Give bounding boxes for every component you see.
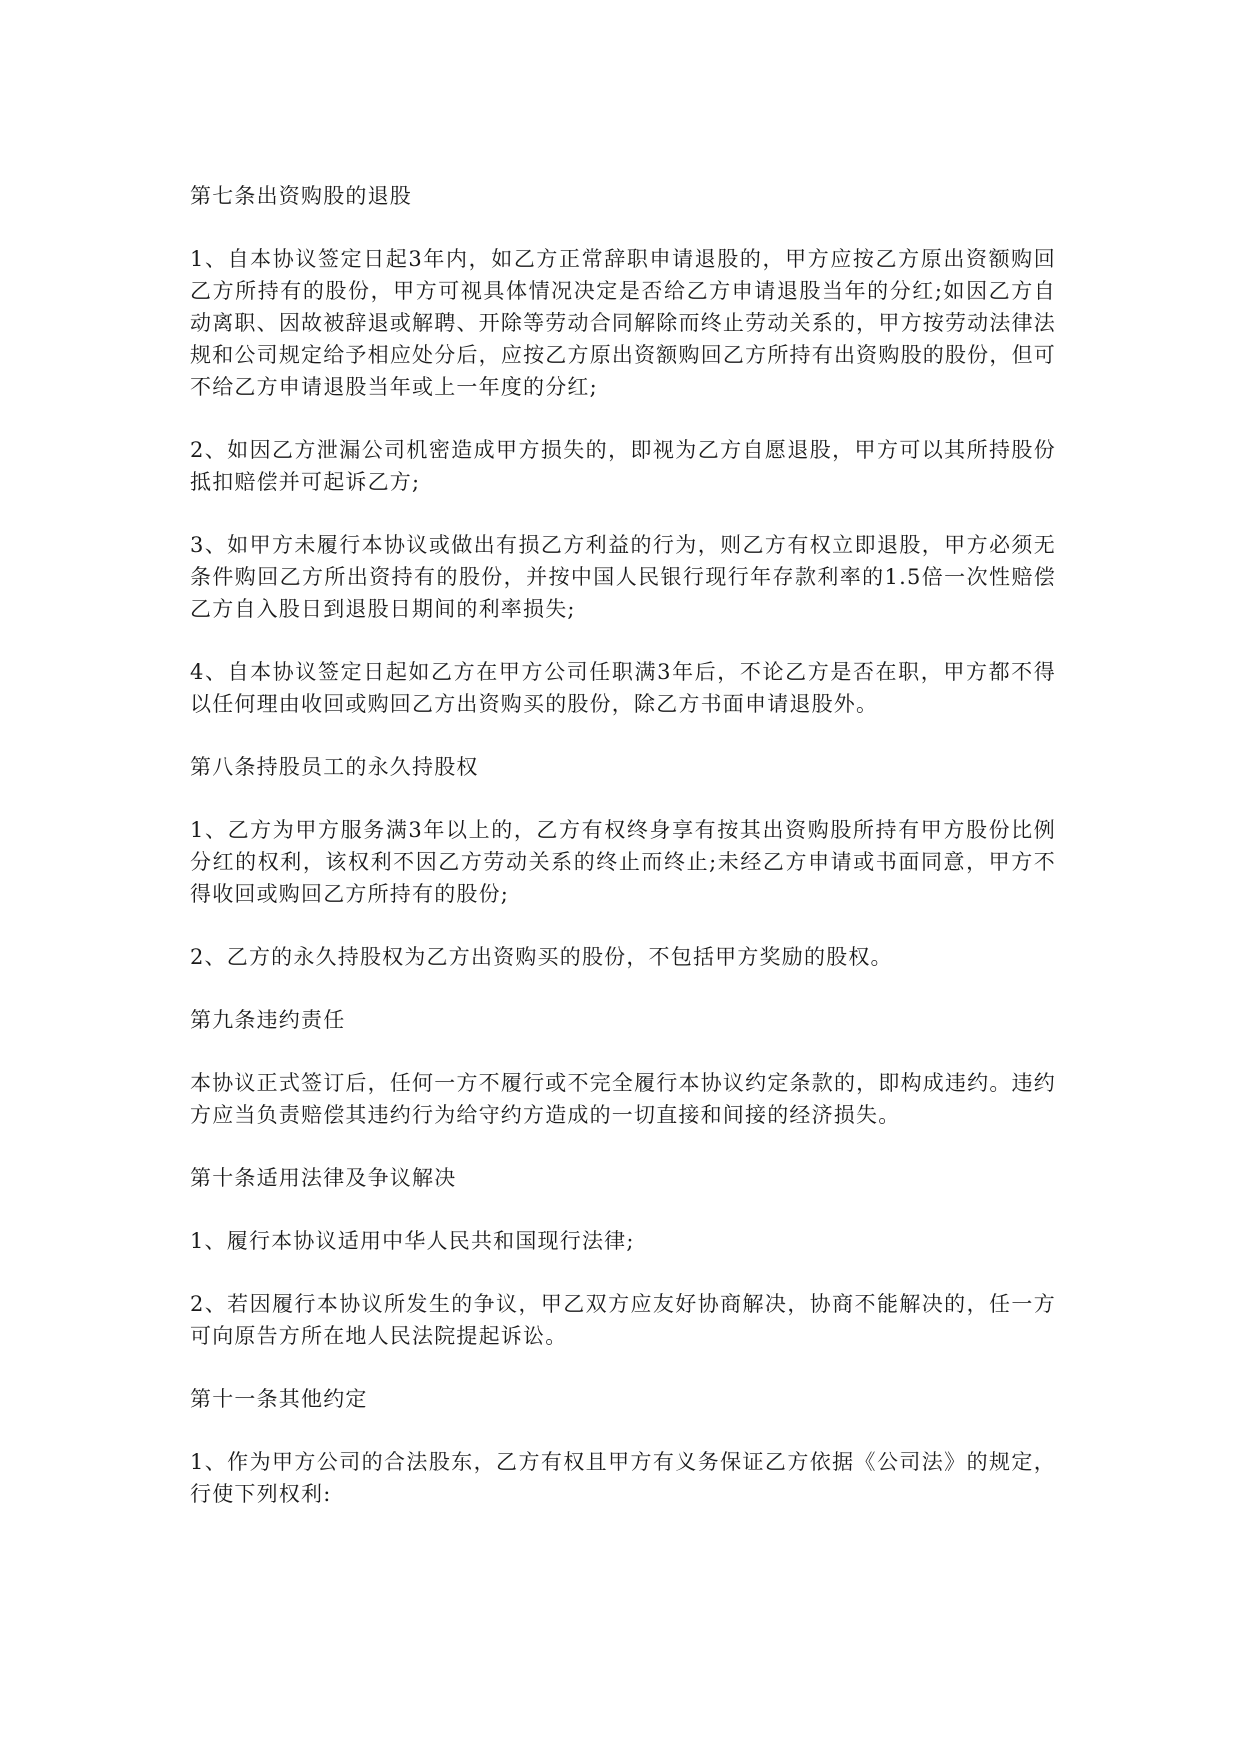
article-11-clause-1: 1、作为甲方公司的合法股东，乙方有权且甲方有义务保证乙方依据《公司法》的规定，行使下列权利: <box>190 1450 1056 1506</box>
article-7-clause-4: 4、自本协议签定日起如乙方在甲方公司任职满3年后，不论乙方是否在职，甲方都不得以任何理由收回或购回乙方出资购买的股份，除乙方书面申请退股外。 <box>190 660 1056 716</box>
article-7-clause-2: 2、如因乙方泄漏公司机密造成甲方损失的，即视为乙方自愿退股，甲方可以其所持股份抵扣赔偿并可起诉乙方; <box>190 438 1056 494</box>
article-10-heading: 第十条适用法律及争议解决 <box>190 1166 457 1190</box>
document-body <box>190 180 1056 1541</box>
article-8-clause-2: 2、乙方的永久持股权为乙方出资购买的股份，不包括甲方奖励的股权。 <box>190 945 893 969</box>
article-10-clause-1: 1、履行本协议适用中华人民共和国现行法律; <box>190 1229 635 1253</box>
article-7-clause-1: 1、自本协议签定日起3年内，如乙方正常辞职申请退股的，甲方应按乙方原出资额购回乙方所持有的股份，甲方可视具体情况决定是否给乙方申请退股当年的分红;如因乙方自动离职、因故被辞退或解聘、开除等劳动合同解除而终止劳动关系的，甲方按劳动法律法规和公司规定给予相应处分后，应按乙方原出资额购回乙方所持有出资购股的股份，但可不给乙方申请退股当年或上一年度的分红; <box>190 247 1056 399</box>
article-8-clause-1: 1、乙方为甲方服务满3年以上的，乙方有权终身享有按其出资购股所持有甲方股份比例分红的权利，该权利不因乙方劳动关系的终止而终止;未经乙方申请或书面同意，甲方不得收回或购回乙方所持有的股份; <box>190 818 1056 906</box>
article-9-paragraph: 本协议正式签订后，任何一方不履行或不完全履行本协议约定条款的，即构成违约。违约方应当负责赔偿其违约行为给守约方造成的一切直接和间接的经济损失。 <box>190 1071 1056 1127</box>
article-8-heading: 第八条持股员工的永久持股权 <box>190 755 479 779</box>
article-9-heading: 第九条违约责任 <box>190 1008 346 1032</box>
article-7-heading: 第七条出资购股的退股 <box>190 184 412 208</box>
article-11-heading: 第十一条其他约定 <box>190 1387 368 1411</box>
article-7-clause-3: 3、如甲方未履行本协议或做出有损乙方利益的行为，则乙方有权立即退股，甲方必须无条件购回乙方所出资持有的股份，并按中国人民银行现行年存款利率的1.5倍一次性赔偿乙方自入股日到退股日期间的利率损失; <box>190 533 1056 621</box>
article-10-clause-2: 2、若因履行本协议所发生的争议，甲乙双方应友好协商解决，协商不能解决的，任一方可向原告方所在地人民法院提起诉讼。 <box>190 1292 1056 1348</box>
